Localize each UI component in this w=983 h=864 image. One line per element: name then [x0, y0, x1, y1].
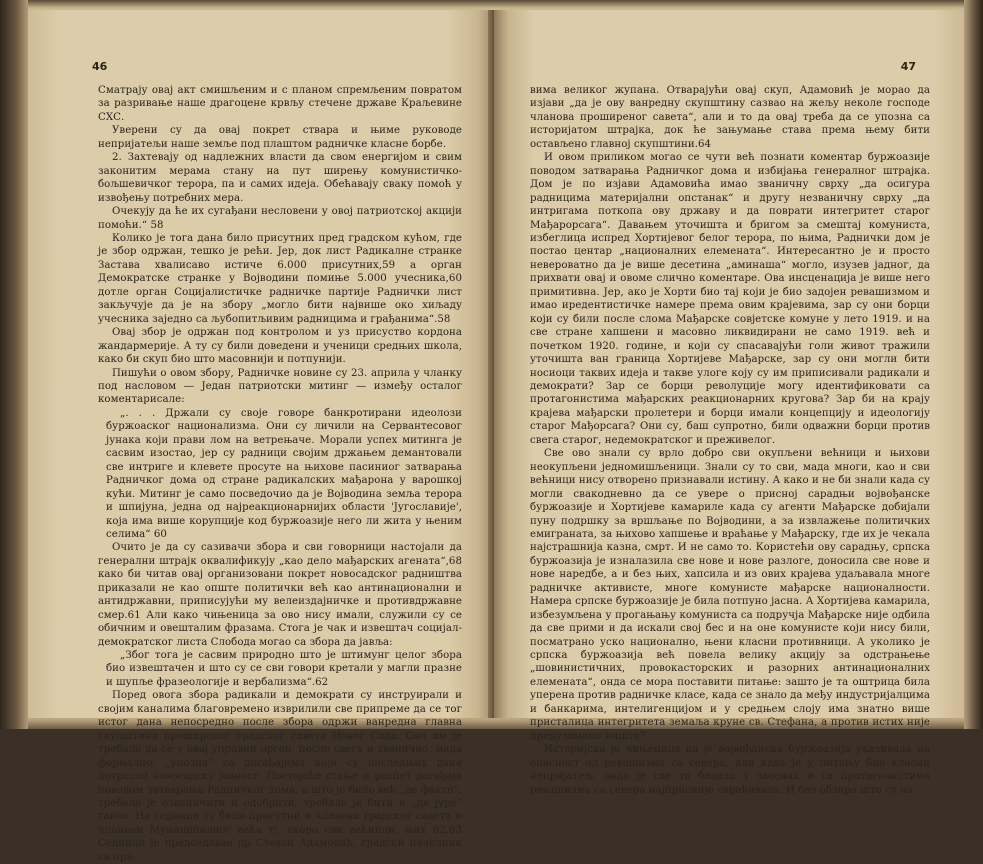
- paragraph: Овај збор је одржан под контролом и уз присуство кордона жандармерије. А ту су били доведени и ученици средњих школа, како би скуп био што масовнији и потпунији.: [98, 327, 462, 366]
- paragraph: Поред овога збора радикали и демократи су инструирали и својим каналима благовремено изврилили све припреме да се тог истог дана непосредно после збора одржи ванредна главна скупштина проширеног градског савета Новог Сада. Ово им је требало да се у овај управни орган, после свега и званично, мада формално, „упозна“ са догађајима који су последњих дана потресли новосадску јавност. Постојеће стање и распет догађаја поводом затварања Радничког дома, а што је било већ „де факто“, требало је озваничити и одобрити, требало је бити и „де јуре“ такво. На седници су били присутни и чланови градског савета и чланови Муниципалног већа тј. скоро сви већници, њих 62.63 Седници је председавао др Стеван Адамовић, градски начелник са пра-: [98, 690, 462, 863]
- page-body: [530, 84, 930, 797]
- paragraph: Пишући о овом збору, Радничке новине су 23. априла у чланку под насловом — Један патриотски митинг — између осталог коментарисале:: [98, 367, 462, 406]
- quote-paragraph: „Због тога је сасвим природно што је штимунг целог збора био извештачен и што су се сви говори кретали у магли празне и шупље фразеологије и вербализма“.62: [106, 650, 462, 688]
- paragraph: Очито је да су сазивачи збора и сви говорници настојали да генерални штрајк оквалификују „као дело мађарских агената“,68 како би читав овај организовани покрет новосадског радништва приказали не као опште политички већ као антинационални и антидржавни, приписујући му велеиздајничке и противдржавне смер.61 Али како чињеница за ово нису имали, служили су се обичним и овешталим фразама. Стога је чак и извештач социјал-демократског листа Слобода могао са збора да јавља:: [98, 542, 462, 648]
- paragraph: Очекују да ће их сугађани несловени у овој патриотској акцији помоћи.“ 58: [98, 206, 462, 231]
- paragraph: 2. Захтевају од надлежних власти да свом енергијом и свим законитим мерама стану на пут ширењу комунистичко-бољшевичког терора, па и самих идеја. Обећавају сваку помоћ у извођењу потребних мера.: [98, 152, 462, 204]
- book-edge-left: [0, 0, 28, 729]
- page-body: [98, 84, 462, 864]
- paragraph: И овом приликом могао се чути већ познати коментар буржоазије поводом затварања Радничког дома и избијања генералног штрајка. Дом је по изјави Адамовића имао званичну сврху „да осигура радницима материјални опстанак“ и другу незваничну сврху „да интригама поткопа ову државу и да поврати интегритет старог Мађарорсага“. Давањем уточишта и бригом за смештај комуниста, избеглица испред Хортијевог белог терора, по њима, Раднички дом је постао центар „националних елемената“. Интересантно је и просто невероватно да је више десетина „аминаша“ могло, изузев јадног, да прихвати овај и овоме слично коментаре. Ова инсценација је више него примитивна. Јер, ако је Хорти био тај који је био задојен ревашизмом и имао иредентистичке намере према овим крајевима, зар су они борци који су били после слома Мађарске совјетске комуне у лето 1919. и на све стране хапшени и масовно ликвидирани не само 1919. већ и почетком 1920. године, и који су спасавајући голи живот тражили уточишта ван граница Хортијеве Мађарске, зар су они могли бити носиоци таквих идеја и такве улоге коју су им приписивали радикали и демократи? Зар се борци револуције могу идентификовати са протагонистима мађарских реакционарних кругова? Зар би на крају крајева мађарски пролетери и борци имали концепцију и идеологију старог Мађорсага? Они су, баш супротно, били одважни борци против свега старог, недемократског и преживелог.: [530, 152, 930, 446]
- page-number: 46: [92, 60, 108, 73]
- page-number: 47: [900, 60, 916, 73]
- paragraph: Уверени су да овај покрет ствара и њиме руководе непријатељи наше земље под плаштом радничке класне борбе.: [98, 125, 462, 150]
- paragraph: Историјска је чињеница да је војвођанска буржоазија указивала на опасност од ревашизма са севера, али када је у питању био класни непријатељ, онда је све то бацала у засенак и са протагонистима ревашизма са севера најприсније сарађивала. И без обзира што су на: [530, 744, 930, 796]
- quote-paragraph: „. . . Држали су своје говоре банкротирани идеолози буржоаског национализма. Они су личили на Сервантесовог јунака који прави лом на ветрењаче. Морали успех митинга је сасвим изостао, јер су радници својим држањем демантовали све интриге и клевете просуте на њихове пасиниог затварања Радничког дома од стране радикалских мађарона у варошкој кући. Митинг је само посведочио да је Војводина земља терора и шпијуна, једна од најреакционарнијих области 'Југославије', која има више корупције код буржоазије него ли жита у њеним селима“ 60: [106, 407, 462, 540]
- paragraph: Сматрају овај акт смишљеним и с планом спремљеним повратом за разривање наше драгоцене крвљу стечене државе Краљевине СХС.: [98, 85, 462, 123]
- book-edge-right: [964, 0, 983, 729]
- left-page: [28, 10, 494, 863]
- paragraph: Све ово знали су врло добро сви окупљени већници и њихови неокупљени једномишљеници. Знали су то сви, мада многи, као и сви већници нису отворено признавали истину. А како и не би знали када су могли свакодневно да се увере о присној сарадњи војвођанске буржоазије и Хортијеве камариле када су агенти Мађарске добијали пуну подршку за вршљање по Војводини, а за извлажење политичких емиграната, за њихово хапшење и враћање у Мађарску, где их је чекала најстрашнија казна, смрт. И не само то. Користећи ову сарадњу, српска буржоазија је изналазила све нове и нове разлоге, доносила све нове и нове наредбе, а и без њих, хапсила и из ових крајева удаљавала многе радничке активисте, многе комунисте мађарске националности. Намера српске буржоазије је била потпуно јасна. А Хортијева камарила, избезумљена у прогањању комуниста са подручја Мађарске није одбила да све прими и да искали свој бес и на оне комунисте који нису били, посматрано уско национално, њени класни противници. А уколико је српска буржоазија већ повела велику акцију за одстрањење „шовинистичних, провокасторских и разорних антинационалних елемената“, онда се мора поставити питање: зашто је та оштрица била уперена против радничке класе, када се знало да међу индустријалцима и банкарима, интелигенцијом и у средњем слоју има знатно више присталица интегритета земаља круне св. Стефана, а против истих није предузимано ништа?: [530, 448, 930, 742]
- paragraph: Колико је тога дана било присутних пред градском кућом, где је збор одржан, тешко је рећи. Јер, док лист Радикалне странке Застава хвалисаво истиче 6.000 присутних,59 а орган Демократске странке у Војводини помиње 5.000 учесника,60 дотле орган Социјалистичке радничке партије Раднички лист закључује да је на збору „могло бити највише око хиљаду учесника заједно са љубопитљивим радницима и грађанима“.58: [98, 232, 462, 325]
- right-page: [494, 10, 964, 796]
- paragraph: вима великог жупана. Отварајући овај скуп, Адамовић је морао да изјави „да је ову ванредну скупштину сазвао на жељу неколе господе чланова проширеног савета“, али и то да овај треба да се упозна са историјатом штрајка, док ће зањумање става према њему бити остављено главној скупштини.64: [530, 85, 930, 150]
